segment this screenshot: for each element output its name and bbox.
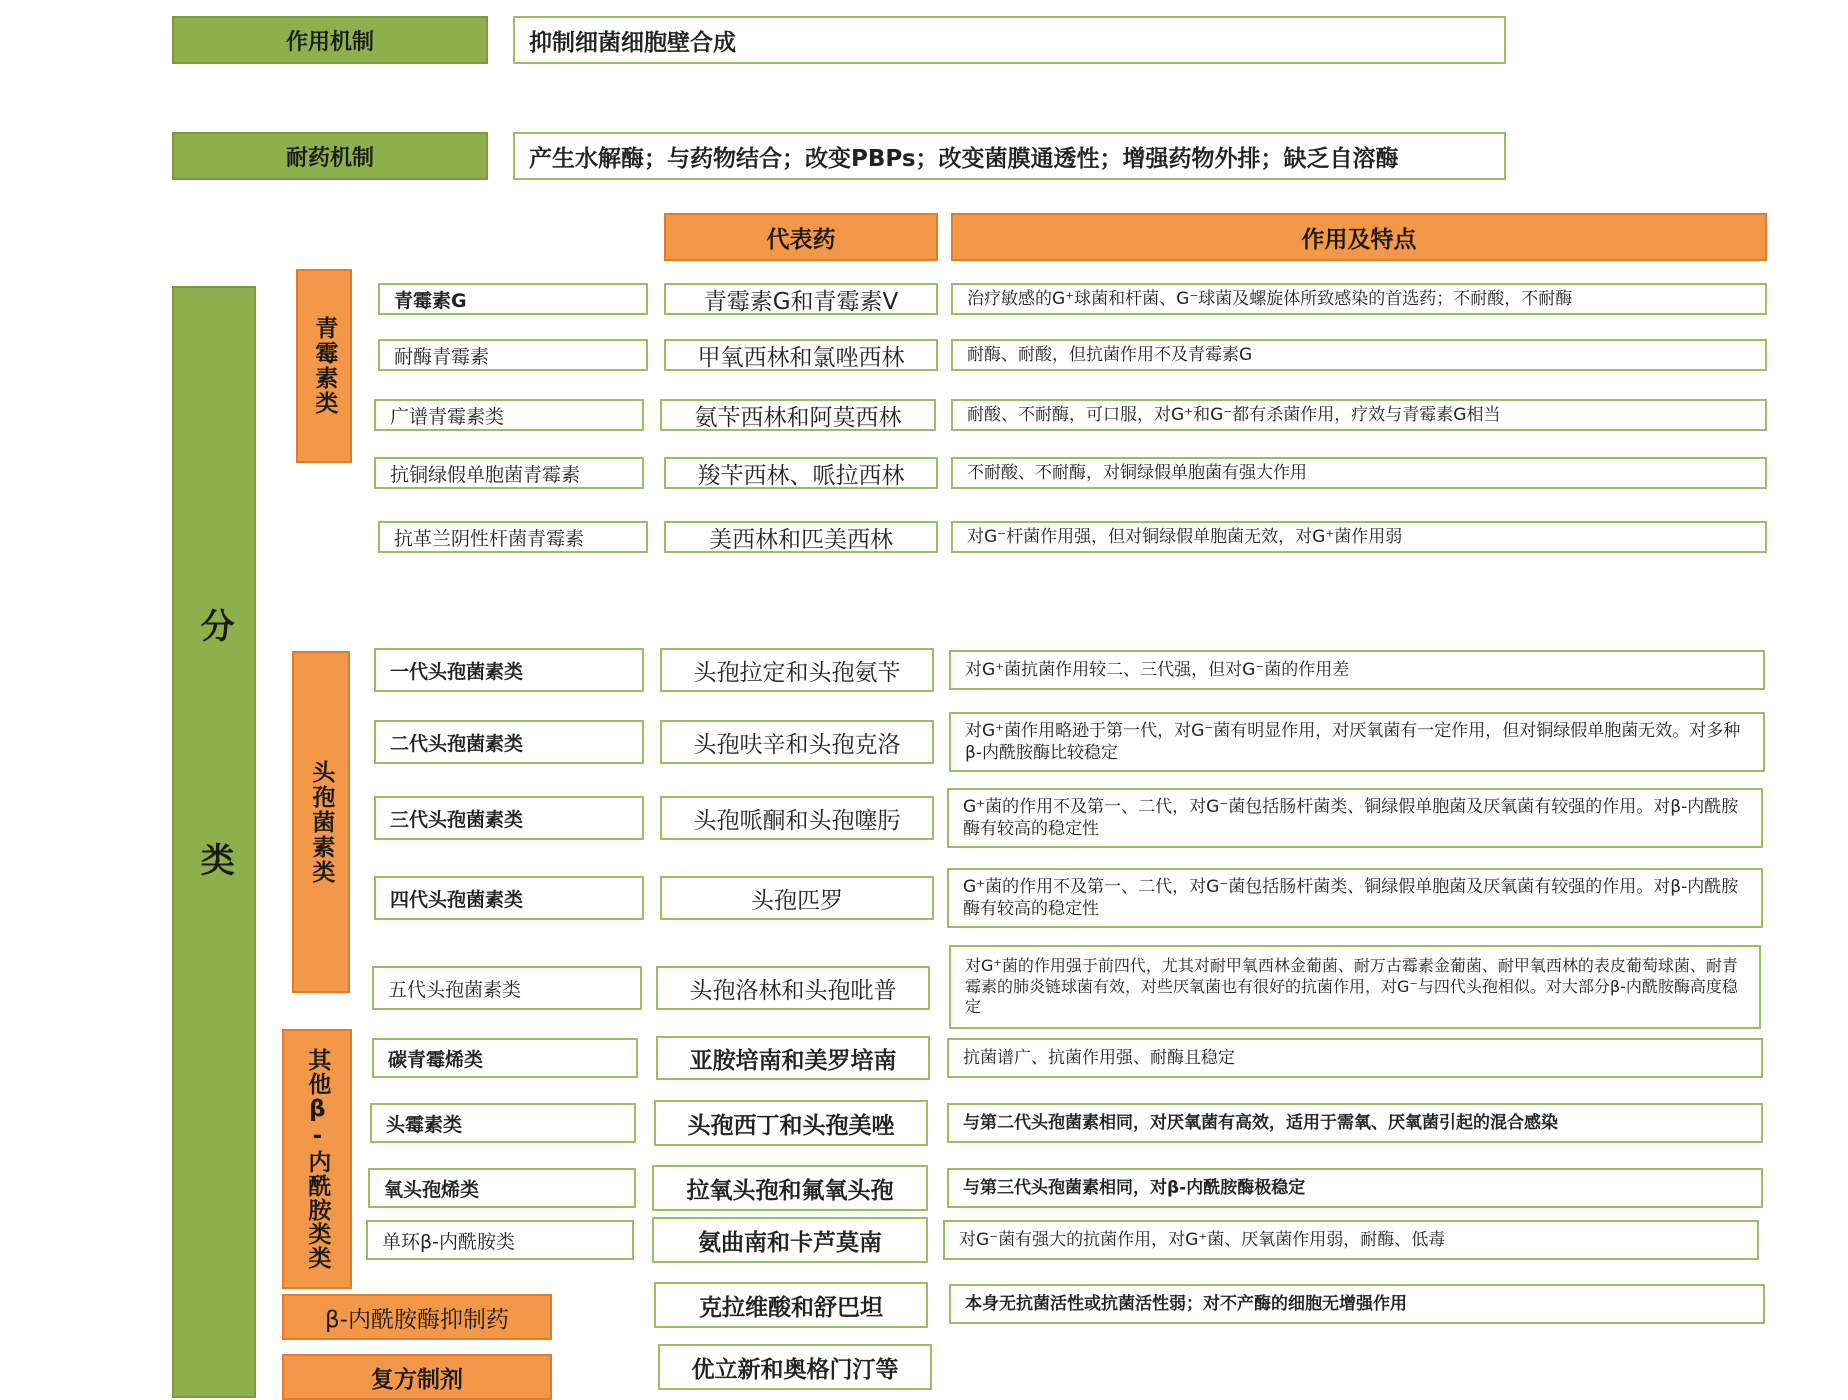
category-cell: 耐酶青霉素 [378, 339, 648, 371]
feature-cell: G⁺菌的作用不及第一、二代，对G⁻菌包括肠杆菌类、铜绿假单胞菌及厌氧菌有较强的作用。对β-内酰胺酶有较高的稳定性 [947, 788, 1763, 848]
drug-cell: 氨曲南和卡芦莫南 [652, 1217, 928, 1263]
drug-cell: 头孢洛林和头孢吡普 [656, 966, 930, 1010]
feature-cell: 与第二代头孢菌素相同，对厌氧菌有高效，适用于需氧、厌氧菌引起的混合感染 [947, 1103, 1763, 1143]
drug-cell: 亚胺培南和美罗培南 [656, 1036, 930, 1080]
category-cell: 四代头孢菌素类 [374, 876, 644, 920]
resistance-value: 产生水解酶；与药物结合；改变PBPs；改变菌膜通透性；增强药物外排；缺乏自溶酶 [513, 132, 1506, 180]
column-header-features: 作用及特点 [951, 213, 1767, 261]
classification-label: 分类 [172, 286, 256, 1398]
category-cell: 二代头孢菌素类 [374, 720, 644, 764]
category-cell: 氧头孢烯类 [368, 1168, 636, 1208]
feature-cell: 对G⁺菌的作用强于前四代，尤其对耐甲氧西林金葡菌、耐万古霉素金葡菌、耐甲氧西林的表皮葡萄球菌、耐青霉素的肺炎链球菌有效，对些厌氧菌也有很好的抗菌作用，对G⁻与四代头孢相似。对大部分β-内酰胺酶高度稳定 [949, 945, 1761, 1029]
category-cell: 头霉素类 [370, 1103, 636, 1143]
feature-cell: 治疗敏感的G⁺球菌和杆菌、G⁻球菌及螺旋体所致感染的首选药；不耐酸，不耐酶 [951, 283, 1767, 315]
drug-cell: 头孢哌酮和头孢噻肟 [660, 796, 934, 840]
feature-cell: 本身无抗菌活性或抗菌活性弱；对不产酶的细胞无增强作用 [949, 1284, 1765, 1324]
category-cell: 碳青霉烯类 [372, 1038, 638, 1078]
feature-cell: 抗菌谱广、抗菌作用强、耐酶且稳定 [947, 1038, 1763, 1078]
category-cell: 三代头孢菌素类 [374, 796, 644, 840]
category-cell: 五代头孢菌素类 [372, 966, 642, 1010]
drug-cell: 头孢西丁和头孢美唑 [654, 1100, 928, 1146]
feature-cell: 与第三代头孢菌素相同，对β-内酰胺酶极稳定 [947, 1168, 1763, 1208]
category-cell: 抗铜绿假单胞菌青霉素 [374, 457, 644, 489]
group-other-beta-lactams: 其他β-内酰胺类类 [282, 1029, 352, 1289]
category-cell: 广谱青霉素类 [374, 399, 644, 431]
feature-cell: 对G⁺菌抗菌作用较二、三代强，但对G⁻菌的作用差 [949, 650, 1765, 690]
category-cell: 青霉素G [378, 283, 648, 315]
drug-cell: 头孢拉定和头孢氨苄 [660, 648, 934, 692]
column-header-representative: 代表药 [664, 213, 938, 261]
feature-cell: 耐酸、不耐酶，可口服，对G⁺和G⁻都有杀菌作用，疗效与青霉素G相当 [951, 399, 1767, 431]
feature-cell: 对G⁺菌作用略逊于第一代，对G⁻菌有明显作用，对厌氧菌有一定作用，但对铜绿假单胞菌无效。对多种β-内酰胺酶比较稳定 [949, 712, 1765, 772]
drug-cell: 甲氧西林和氯唑西林 [664, 339, 938, 371]
feature-cell: 对G⁻菌有强大的抗菌作用，对G⁺菌、厌氧菌作用弱，耐酶、低毒 [943, 1220, 1759, 1260]
drug-cell: 克拉维酸和舒巴坦 [654, 1282, 928, 1328]
resistance-label: 耐药机制 [172, 132, 488, 180]
drug-cell: 羧苄西林、哌拉西林 [664, 457, 938, 489]
drug-cell: 氨苄西林和阿莫西林 [660, 399, 936, 431]
drug-cell: 拉氧头孢和氟氧头孢 [652, 1165, 928, 1211]
mechanism-value: 抑制细菌细胞壁合成 [513, 16, 1506, 64]
drug-cell: 头孢呋辛和头孢克洛 [660, 720, 934, 764]
drug-cell: 青霉素G和青霉素V [664, 283, 938, 315]
group-penicillins: 青霉素类 [296, 269, 352, 463]
category-cell: 一代头孢菌素类 [374, 648, 644, 692]
drug-cell: 头孢匹罗 [660, 876, 934, 920]
group-beta-lactamase-inhibitors: β-内酰胺酶抑制药 [282, 1294, 552, 1340]
category-cell: 抗革兰阴性杆菌青霉素 [378, 521, 648, 553]
feature-cell: 不耐酸、不耐酶，对铜绿假单胞菌有强大作用 [951, 457, 1767, 489]
group-cephalosporins: 头孢菌素类 [292, 651, 350, 993]
feature-cell: G⁺菌的作用不及第一、二代，对G⁻菌包括肠杆菌类、铜绿假单胞菌及厌氧菌有较强的作用。对β-内酰胺酶有较高的稳定性 [947, 868, 1763, 928]
feature-cell: 对G⁻杆菌作用强，但对铜绿假单胞菌无效，对G⁺菌作用弱 [951, 521, 1767, 553]
drug-cell: 美西林和匹美西林 [664, 521, 938, 553]
drug-cell: 优立新和奥格门汀等 [658, 1344, 932, 1390]
feature-cell: 耐酶、耐酸，但抗菌作用不及青霉素G [951, 339, 1767, 371]
group-compound-preparations: 复方制剂 [282, 1354, 552, 1400]
category-cell: 单环β-内酰胺类 [366, 1220, 634, 1260]
mechanism-label: 作用机制 [172, 16, 488, 64]
